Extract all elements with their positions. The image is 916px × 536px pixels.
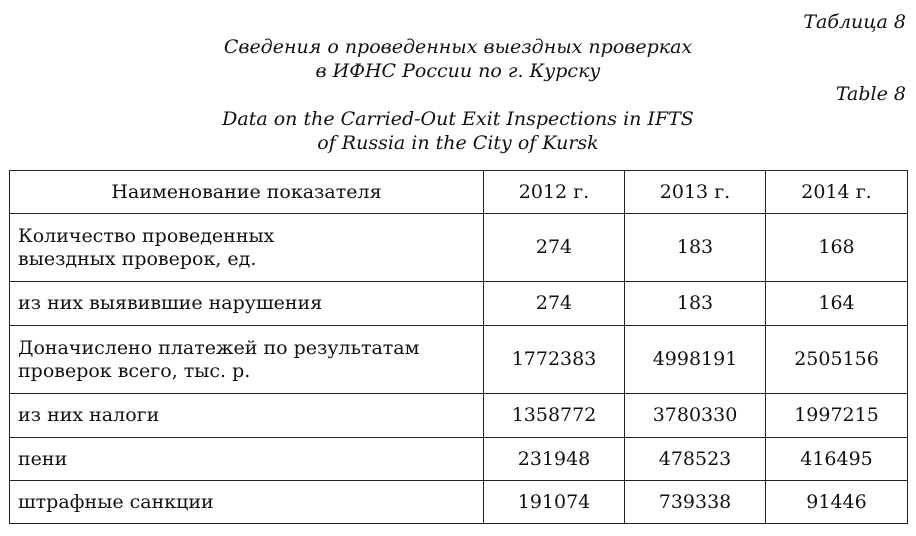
value-2012: 274 (484, 282, 625, 326)
table-row (10, 214, 908, 282)
row-name-line1: пени (18, 447, 68, 470)
row-name-line2: выездных проверок, ед. (18, 247, 257, 270)
value-2013: 739338 (625, 481, 766, 524)
row-name-line2: проверок всего, тыс. р. (18, 359, 251, 382)
table-row (10, 394, 908, 438)
row-name-cell (10, 481, 484, 524)
value-2013: 3780330 (625, 394, 766, 438)
value-2012: 1358772 (484, 394, 625, 438)
row-name-line1: Количество проведенных (18, 224, 275, 247)
inspections-table (9, 170, 908, 524)
value-2013: 183 (625, 282, 766, 326)
value-2013: 4998191 (625, 326, 766, 394)
table-row (10, 481, 908, 524)
row-name-cell (10, 394, 484, 438)
title-en-line1: Data on the Carried-Out Exit Inspections in IFTS (222, 108, 694, 130)
row-name-cell (10, 214, 484, 282)
value-2013: 183 (625, 214, 766, 282)
column-header-2012: 2012 г. (484, 171, 625, 214)
row-name-line1: из них выявившие нарушения (18, 292, 323, 314)
table-number-en: Table 8 (835, 83, 906, 105)
title-en-line2: of Russia in the City of Kursk (317, 132, 599, 154)
row-name-cell (10, 326, 484, 394)
value-2014: 164 (766, 282, 908, 326)
row-name-cell (10, 438, 484, 481)
value-2014: 2505156 (766, 326, 908, 394)
row-name-line1: из них налоги (18, 404, 160, 426)
value-2014: 416495 (766, 438, 908, 481)
table-row (10, 326, 908, 394)
title-ru-line1: Сведения о проведенных выездных проверках (223, 36, 693, 58)
value-2012: 231948 (484, 438, 625, 481)
row-name-line1: Доначислено платежей по результатам (18, 336, 420, 359)
column-header-2013: 2013 г. (625, 171, 766, 214)
value-2014: 168 (766, 214, 908, 282)
value-2014: 1997215 (766, 394, 908, 438)
value-2012: 274 (484, 214, 625, 282)
value-2013: 478523 (625, 438, 766, 481)
value-2014: 91446 (766, 481, 908, 524)
column-header-2014: 2014 г. (766, 171, 908, 214)
value-2012: 1772383 (484, 326, 625, 394)
column-header-indicator: Наименование показателя (10, 171, 484, 214)
value-2012: 191074 (484, 481, 625, 524)
table-header-row (10, 171, 908, 214)
title-ru-line2: в ИФНС России по г. Курску (315, 60, 601, 82)
table-row (10, 282, 908, 326)
table-row (10, 438, 908, 481)
table-number-ru: Таблица 8 (803, 11, 906, 33)
row-name-cell (10, 282, 484, 326)
row-name-line1: штрафные санкции (18, 490, 214, 513)
